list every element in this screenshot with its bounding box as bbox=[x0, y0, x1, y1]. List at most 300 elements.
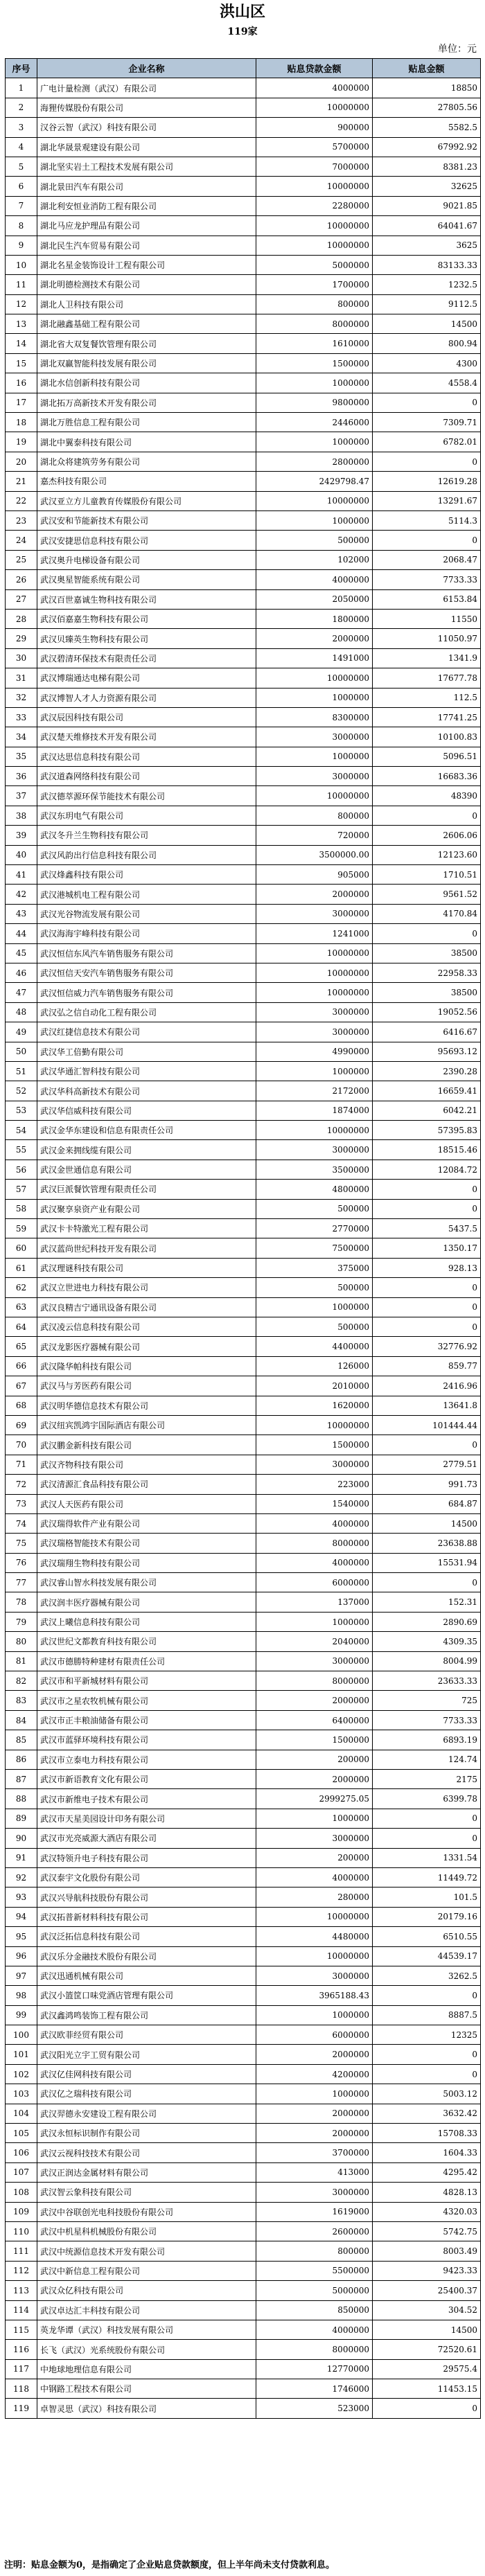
table-row bbox=[6, 157, 481, 176]
table-row bbox=[6, 1867, 481, 1887]
company-name: 武汉小篮筐口味党酒店管理有限公司 bbox=[37, 1986, 256, 2005]
subsidy-amount: 11449.72 bbox=[373, 1867, 481, 1887]
company-name: 武汉安和节能新技术有限公司 bbox=[37, 510, 256, 530]
loan-amount: 10000000 bbox=[256, 668, 373, 688]
subsidy-amount: 23638.88 bbox=[373, 1534, 481, 1553]
loan-amount: 4000000 bbox=[256, 1553, 373, 1572]
subsidy-amount: 0 bbox=[373, 2399, 481, 2418]
subsidy-amount: 20179.16 bbox=[373, 1907, 481, 1926]
company-name: 武汉市之星农牧机械有限公司 bbox=[37, 1691, 256, 1710]
company-name: 武汉巨派餐饮管理有限责任公司 bbox=[37, 1180, 256, 1199]
company-name: 武汉卡卡特激光工程有限公司 bbox=[37, 1219, 256, 1238]
company-name: 武汉东玥电气有限公司 bbox=[37, 806, 256, 825]
company-name: 湖北人卫科技有限公司 bbox=[37, 294, 256, 314]
company-name: 武汉华工倍勤有限公司 bbox=[37, 1042, 256, 1061]
table-row bbox=[6, 1809, 481, 1828]
row-seq: 21 bbox=[6, 472, 37, 491]
row-seq: 111 bbox=[6, 2241, 37, 2261]
table-row bbox=[6, 688, 481, 707]
subsidy-amount: 0 bbox=[373, 924, 481, 943]
loan-amount: 4000000 bbox=[256, 78, 373, 98]
subsidy-amount: 6782.01 bbox=[373, 432, 481, 452]
subsidy-amount: 0 bbox=[373, 1199, 481, 1218]
subsidy-amount: 29575.4 bbox=[373, 2359, 481, 2379]
table-row bbox=[6, 1121, 481, 1140]
company-name: 武汉纽宾凯鸿宇国际酒店有限公司 bbox=[37, 1415, 256, 1434]
company-name: 湖北民生汽车贸易有限公司 bbox=[37, 236, 256, 255]
loan-amount: 500000 bbox=[256, 1317, 373, 1337]
loan-amount: 2040000 bbox=[256, 1632, 373, 1651]
loan-amount: 3000000 bbox=[256, 1455, 373, 1474]
table-row bbox=[6, 1278, 481, 1297]
row-seq: 86 bbox=[6, 1750, 37, 1769]
company-name: 武汉清源汇食品科技有限公司 bbox=[37, 1475, 256, 1494]
subsidy-amount: 2779.51 bbox=[373, 1455, 481, 1474]
row-seq: 43 bbox=[6, 904, 37, 923]
loan-amount: 3000000 bbox=[256, 1022, 373, 1042]
loan-amount: 5500000 bbox=[256, 2261, 373, 2280]
company-name: 武汉弘之信自动化工程有限公司 bbox=[37, 1002, 256, 1022]
company-name: 长飞（武汉）光系统股份有限公司 bbox=[37, 2340, 256, 2359]
table-row bbox=[6, 786, 481, 806]
loan-amount: 2770000 bbox=[256, 1219, 373, 1238]
table-row bbox=[6, 1986, 481, 2005]
loan-amount: 2000000 bbox=[256, 1691, 373, 1710]
table-row bbox=[6, 491, 481, 510]
subsidy-amount: 95693.12 bbox=[373, 1042, 481, 1061]
loan-amount: 2000000 bbox=[256, 2104, 373, 2123]
company-name: 武汉博智人才人力资源有限公司 bbox=[37, 688, 256, 707]
table-row bbox=[6, 845, 481, 864]
company-name: 武汉博瑞通达电梯有限公司 bbox=[37, 668, 256, 688]
loan-amount: 10000000 bbox=[256, 1946, 373, 1966]
loan-amount: 2429798.47 bbox=[256, 472, 373, 491]
subsidy-amount: 44539.17 bbox=[373, 1946, 481, 1966]
row-seq: 94 bbox=[6, 1907, 37, 1926]
subsidy-amount: 12325 bbox=[373, 2025, 481, 2045]
subsidy-amount: 2416.96 bbox=[373, 1376, 481, 1396]
subsidy-amount: 2606.06 bbox=[373, 826, 481, 845]
loan-amount: 800000 bbox=[256, 2241, 373, 2261]
loan-amount: 3000000 bbox=[256, 727, 373, 747]
loan-amount: 1700000 bbox=[256, 275, 373, 294]
company-name: 武汉泛拓信息科技有限公司 bbox=[37, 1927, 256, 1946]
row-seq: 36 bbox=[6, 767, 37, 786]
row-seq: 85 bbox=[6, 1730, 37, 1750]
table-row bbox=[6, 2340, 481, 2359]
table-row bbox=[6, 1612, 481, 1631]
table-row bbox=[6, 1455, 481, 1474]
subsidy-amount: 16683.36 bbox=[373, 767, 481, 786]
table-row bbox=[6, 2261, 481, 2280]
table-row bbox=[6, 98, 481, 117]
row-seq: 100 bbox=[6, 2025, 37, 2045]
subsidy-amount: 101.5 bbox=[373, 1887, 481, 1907]
table-row bbox=[6, 78, 481, 98]
company-name: 武汉中谷联创光电科技股份有限公司 bbox=[37, 2202, 256, 2221]
company-name: 海狸传媒股份有限公司 bbox=[37, 98, 256, 117]
loan-amount: 1619000 bbox=[256, 2202, 373, 2221]
loan-amount: 3000000 bbox=[256, 1140, 373, 1160]
loan-amount: 4000000 bbox=[256, 1867, 373, 1887]
subsidy-amount: 8004.99 bbox=[373, 1651, 481, 1671]
subsidy-amount: 4300 bbox=[373, 353, 481, 373]
loan-amount: 6000000 bbox=[256, 2025, 373, 2045]
table-row bbox=[6, 413, 481, 432]
row-seq: 56 bbox=[6, 1160, 37, 1179]
company-name: 武汉鹏金新科技有限公司 bbox=[37, 1435, 256, 1455]
table-row bbox=[6, 1573, 481, 1592]
company-name: 武汉欧菲经贸有限公司 bbox=[37, 2025, 256, 2045]
company-name: 武汉恒信天安汽车销售服务有限公司 bbox=[37, 963, 256, 982]
subsidy-amount: 38500 bbox=[373, 983, 481, 1002]
table-row bbox=[6, 2359, 481, 2379]
table-row bbox=[6, 1710, 481, 1730]
table-row bbox=[6, 1848, 481, 1867]
row-seq: 87 bbox=[6, 1769, 37, 1788]
loan-amount: 8000000 bbox=[256, 1671, 373, 1691]
loan-amount: 2000000 bbox=[256, 629, 373, 648]
subsidy-amount: 25400.37 bbox=[373, 2281, 481, 2300]
subsidy-amount: 0 bbox=[373, 1180, 481, 1199]
company-name: 武汉蓝尚世纪科技开发有限公司 bbox=[37, 1238, 256, 1258]
table-row bbox=[6, 904, 481, 923]
loan-amount: 5000000 bbox=[256, 255, 373, 274]
subsidy-amount: 0 bbox=[373, 452, 481, 471]
row-seq: 16 bbox=[6, 373, 37, 393]
row-seq: 54 bbox=[6, 1121, 37, 1140]
table-row bbox=[6, 1297, 481, 1317]
subsidy-amount: 72520.61 bbox=[373, 2340, 481, 2359]
table-row bbox=[6, 806, 481, 825]
subsidy-amount: 2175 bbox=[373, 1769, 481, 1788]
company-name: 武汉亿佳网科技有限公司 bbox=[37, 2064, 256, 2084]
subsidy-amount: 32625 bbox=[373, 177, 481, 196]
subsidy-amount: 101444.44 bbox=[373, 1415, 481, 1434]
row-seq: 83 bbox=[6, 1691, 37, 1710]
company-name: 武汉拓普新材料科技有限公司 bbox=[37, 1907, 256, 1926]
subsidy-table bbox=[5, 58, 481, 2419]
row-seq: 78 bbox=[6, 1592, 37, 1612]
row-seq: 23 bbox=[6, 510, 37, 530]
row-seq: 81 bbox=[6, 1651, 37, 1671]
company-name: 武汉特领升电子科技有限公司 bbox=[37, 1848, 256, 1867]
loan-amount: 9800000 bbox=[256, 393, 373, 412]
subsidy-amount: 5114.3 bbox=[373, 510, 481, 530]
company-name: 武汉碧清环保技术有限责任公司 bbox=[37, 648, 256, 668]
loan-amount: 6000000 bbox=[256, 1573, 373, 1592]
loan-amount: 1500000 bbox=[256, 1730, 373, 1750]
company-name: 武汉亿之瑞科技有限公司 bbox=[37, 2084, 256, 2104]
row-seq: 31 bbox=[6, 668, 37, 688]
loan-amount: 5000000 bbox=[256, 2281, 373, 2300]
row-seq: 113 bbox=[6, 2281, 37, 2300]
subsidy-amount: 3625 bbox=[373, 236, 481, 255]
company-name: 武汉云视科技技术有限公司 bbox=[37, 2143, 256, 2162]
table-row bbox=[6, 1219, 481, 1238]
row-seq: 106 bbox=[6, 2143, 37, 2162]
header-company: 企业名称 bbox=[37, 59, 256, 78]
row-seq: 18 bbox=[6, 413, 37, 432]
table-header-row bbox=[6, 59, 481, 78]
company-count: 119家 bbox=[227, 26, 258, 37]
row-seq: 112 bbox=[6, 2261, 37, 2280]
loan-amount: 200000 bbox=[256, 1848, 373, 1867]
company-name: 武汉瑞格智能技术有限公司 bbox=[37, 1534, 256, 1553]
company-name: 湖北众将建筑劳务有限公司 bbox=[37, 452, 256, 471]
company-name: 武汉迅通机械有限公司 bbox=[37, 1966, 256, 1985]
company-name: 武汉烽鑫科技有限公司 bbox=[37, 865, 256, 885]
company-name: 湖北华晟景观建设有限公司 bbox=[37, 137, 256, 157]
company-name: 武汉瑞得软件产业有限公司 bbox=[37, 1513, 256, 1533]
row-seq: 5 bbox=[6, 157, 37, 176]
loan-amount: 4400000 bbox=[256, 1337, 373, 1356]
table-row bbox=[6, 1376, 481, 1396]
company-name: 武汉华通汇智科技有限公司 bbox=[37, 1061, 256, 1081]
company-name: 武汉百世嘉诚生物科技有限公司 bbox=[37, 589, 256, 609]
company-name: 湖北双赢智能科技发展有限公司 bbox=[37, 353, 256, 373]
loan-amount: 200000 bbox=[256, 1750, 373, 1769]
table-row bbox=[6, 2320, 481, 2339]
row-seq: 7 bbox=[6, 196, 37, 215]
loan-amount: 4000000 bbox=[256, 570, 373, 589]
loan-amount: 3965188.43 bbox=[256, 1986, 373, 2005]
table-row bbox=[6, 1435, 481, 1455]
company-name: 武汉聚享泉资产业有限公司 bbox=[37, 1199, 256, 1218]
row-seq: 14 bbox=[6, 334, 37, 353]
subsidy-amount: 0 bbox=[373, 1297, 481, 1317]
loan-amount: 3700000 bbox=[256, 2143, 373, 2162]
loan-amount: 137000 bbox=[256, 1592, 373, 1612]
table-row bbox=[6, 2202, 481, 2221]
row-seq: 101 bbox=[6, 2045, 37, 2064]
company-name: 武汉鑫鸿鸣装饰工程有限公司 bbox=[37, 2005, 256, 2025]
row-seq: 65 bbox=[6, 1337, 37, 1356]
company-name: 武汉马与芳医药有限公司 bbox=[37, 1376, 256, 1396]
row-seq: 4 bbox=[6, 137, 37, 157]
table-row bbox=[6, 1513, 481, 1533]
subsidy-amount: 11050.97 bbox=[373, 629, 481, 648]
subsidy-amount: 23633.33 bbox=[373, 1671, 481, 1691]
row-seq: 76 bbox=[6, 1553, 37, 1572]
row-seq: 20 bbox=[6, 452, 37, 471]
loan-amount: 4000000 bbox=[256, 2320, 373, 2339]
company-name: 武汉理谜科技有限公司 bbox=[37, 1258, 256, 1277]
company-name: 武汉睿山智水科技发展有限公司 bbox=[37, 1573, 256, 1592]
subsidy-amount: 10100.83 bbox=[373, 727, 481, 747]
company-name: 武汉红捷信息技术有限公司 bbox=[37, 1022, 256, 1042]
row-seq: 95 bbox=[6, 1927, 37, 1946]
subsidy-amount: 1350.17 bbox=[373, 1238, 481, 1258]
loan-amount: 2000000 bbox=[256, 885, 373, 904]
table-row bbox=[6, 236, 481, 255]
loan-amount: 10000000 bbox=[256, 786, 373, 806]
table-row bbox=[6, 983, 481, 1002]
company-name: 湖北利安恒业消防工程有限公司 bbox=[37, 196, 256, 215]
header-seq: 序号 bbox=[6, 59, 37, 78]
table-row bbox=[6, 314, 481, 334]
table-row bbox=[6, 648, 481, 668]
loan-amount: 1000000 bbox=[256, 688, 373, 707]
subsidy-amount: 57395.83 bbox=[373, 1121, 481, 1140]
table-row bbox=[6, 1907, 481, 1926]
company-name: 湖北景田汽车有限公司 bbox=[37, 177, 256, 196]
subsidy-amount: 9561.52 bbox=[373, 885, 481, 904]
company-name: 湖北坚实岩土工程技术发展有限公司 bbox=[37, 157, 256, 176]
loan-amount: 3000000 bbox=[256, 1651, 373, 1671]
loan-amount: 375000 bbox=[256, 1258, 373, 1277]
loan-amount: 2000000 bbox=[256, 2124, 373, 2143]
company-name: 武汉金来拥线缆有限公司 bbox=[37, 1140, 256, 1160]
loan-amount: 4990000 bbox=[256, 1042, 373, 1061]
company-name: 湖北中翼泰科技有限公司 bbox=[37, 432, 256, 452]
subsidy-amount: 4320.03 bbox=[373, 2202, 481, 2221]
loan-amount: 2446000 bbox=[256, 413, 373, 432]
loan-amount: 1874000 bbox=[256, 1101, 373, 1120]
company-name: 武汉金华东建设和信息有限责任公司 bbox=[37, 1121, 256, 1140]
company-name: 广电计量检测（武汉）有限公司 bbox=[37, 78, 256, 98]
table-row bbox=[6, 393, 481, 412]
row-seq: 9 bbox=[6, 236, 37, 255]
row-seq: 69 bbox=[6, 1415, 37, 1434]
subsidy-amount: 4828.13 bbox=[373, 2183, 481, 2202]
loan-amount: 10000000 bbox=[256, 236, 373, 255]
loan-amount: 1000000 bbox=[256, 2005, 373, 2025]
header-subsidy-amount: 贴息金额 bbox=[373, 59, 481, 78]
table-row bbox=[6, 2162, 481, 2182]
row-seq: 33 bbox=[6, 707, 37, 727]
row-seq: 58 bbox=[6, 1199, 37, 1218]
table-row bbox=[6, 1356, 481, 1376]
subsidy-amount: 6399.78 bbox=[373, 1789, 481, 1809]
loan-amount: 3500000 bbox=[256, 1160, 373, 1179]
table-row bbox=[6, 1180, 481, 1199]
row-seq: 74 bbox=[6, 1513, 37, 1533]
table-row bbox=[6, 2124, 481, 2143]
row-seq: 45 bbox=[6, 943, 37, 963]
subsidy-amount: 11550 bbox=[373, 609, 481, 628]
table-row bbox=[6, 334, 481, 353]
row-seq: 118 bbox=[6, 2379, 37, 2399]
subsidy-amount: 1341.9 bbox=[373, 648, 481, 668]
loan-amount: 8300000 bbox=[256, 707, 373, 727]
row-seq: 64 bbox=[6, 1317, 37, 1337]
company-name: 武汉楚天维修技术开发有限公司 bbox=[37, 727, 256, 747]
table-row bbox=[6, 1415, 481, 1434]
subsidy-amount: 67992.92 bbox=[373, 137, 481, 157]
row-seq: 90 bbox=[6, 1829, 37, 1848]
company-name: 武汉光谷物流发展有限公司 bbox=[37, 904, 256, 923]
table-row bbox=[6, 2084, 481, 2104]
table-row bbox=[6, 668, 481, 688]
company-name: 武汉市新语教育文化有限公司 bbox=[37, 1769, 256, 1788]
table-row bbox=[6, 452, 481, 471]
row-seq: 55 bbox=[6, 1140, 37, 1160]
subsidy-amount: 1232.5 bbox=[373, 275, 481, 294]
company-name: 武汉华科高新技术有限公司 bbox=[37, 1081, 256, 1101]
subsidy-amount: 684.87 bbox=[373, 1494, 481, 1513]
company-name: 武汉中机星科机械股份有限公司 bbox=[37, 2221, 256, 2241]
row-seq: 13 bbox=[6, 314, 37, 334]
subsidy-amount: 0 bbox=[373, 1317, 481, 1337]
subsidy-amount: 5096.51 bbox=[373, 747, 481, 766]
row-seq: 53 bbox=[6, 1101, 37, 1120]
subsidy-amount: 7733.33 bbox=[373, 570, 481, 589]
company-name: 武汉道森网络科技有限公司 bbox=[37, 767, 256, 786]
subsidy-amount: 0 bbox=[373, 1573, 481, 1592]
company-name: 武汉奥星智能系统有限公司 bbox=[37, 570, 256, 589]
loan-amount: 1500000 bbox=[256, 353, 373, 373]
subsidy-amount: 38500 bbox=[373, 943, 481, 963]
subsidy-amount: 15531.94 bbox=[373, 1553, 481, 1572]
row-seq: 11 bbox=[6, 275, 37, 294]
row-seq: 104 bbox=[6, 2104, 37, 2123]
loan-amount: 3000000 bbox=[256, 1002, 373, 1022]
company-name: 武汉佰嘉嘉生物科技有限公司 bbox=[37, 609, 256, 628]
subsidy-amount: 6893.19 bbox=[373, 1730, 481, 1750]
subsidy-amount: 124.74 bbox=[373, 1750, 481, 1769]
loan-amount: 10000000 bbox=[256, 216, 373, 236]
company-name: 汉谷云智（武汉）科技有限公司 bbox=[37, 118, 256, 137]
company-name: 嘉杰科技有限公司 bbox=[37, 472, 256, 491]
row-seq: 6 bbox=[6, 177, 37, 196]
table-row bbox=[6, 1592, 481, 1612]
loan-amount: 800000 bbox=[256, 806, 373, 825]
company-name: 武汉阳光立宇工贸有限公司 bbox=[37, 2045, 256, 2064]
table-row bbox=[6, 1789, 481, 1809]
subsidy-amount: 17677.78 bbox=[373, 668, 481, 688]
loan-amount: 8000000 bbox=[256, 314, 373, 334]
subsidy-amount: 19052.56 bbox=[373, 1002, 481, 1022]
table-row bbox=[6, 2379, 481, 2399]
subsidy-amount: 12084.72 bbox=[373, 1160, 481, 1179]
row-seq: 37 bbox=[6, 786, 37, 806]
subsidy-amount: 22958.33 bbox=[373, 963, 481, 982]
loan-amount: 500000 bbox=[256, 531, 373, 550]
subsidy-amount: 0 bbox=[373, 1809, 481, 1828]
loan-amount: 4800000 bbox=[256, 1180, 373, 1199]
loan-amount: 2050000 bbox=[256, 589, 373, 609]
subsidy-amount: 1604.33 bbox=[373, 2143, 481, 2162]
company-name: 武汉港城机电工程有限公司 bbox=[37, 885, 256, 904]
table-row bbox=[6, 1199, 481, 1218]
row-seq: 92 bbox=[6, 1867, 37, 1887]
table-row bbox=[6, 118, 481, 137]
table-row bbox=[6, 2025, 481, 2045]
row-seq: 96 bbox=[6, 1946, 37, 1966]
row-seq: 84 bbox=[6, 1710, 37, 1730]
loan-amount: 5700000 bbox=[256, 137, 373, 157]
row-seq: 39 bbox=[6, 826, 37, 845]
subsidy-amount: 7309.71 bbox=[373, 413, 481, 432]
company-name: 武汉瑞翔生物科技有限公司 bbox=[37, 1553, 256, 1572]
table-row bbox=[6, 1081, 481, 1101]
table-row bbox=[6, 1730, 481, 1750]
loan-amount: 1491000 bbox=[256, 648, 373, 668]
header-loan-amount: 贴息贷款金额 bbox=[256, 59, 373, 78]
subsidy-amount: 2890.69 bbox=[373, 1612, 481, 1631]
row-seq: 115 bbox=[6, 2320, 37, 2339]
loan-amount: 500000 bbox=[256, 1278, 373, 1297]
loan-amount: 12770000 bbox=[256, 2359, 373, 2379]
company-name: 武汉市蓝驿环境科技有限公司 bbox=[37, 1730, 256, 1750]
row-seq: 42 bbox=[6, 885, 37, 904]
row-seq: 70 bbox=[6, 1435, 37, 1455]
table-row bbox=[6, 1238, 481, 1258]
subsidy-amount: 0 bbox=[373, 1278, 481, 1297]
table-row bbox=[6, 1927, 481, 1946]
subsidy-amount: 9112.5 bbox=[373, 294, 481, 314]
